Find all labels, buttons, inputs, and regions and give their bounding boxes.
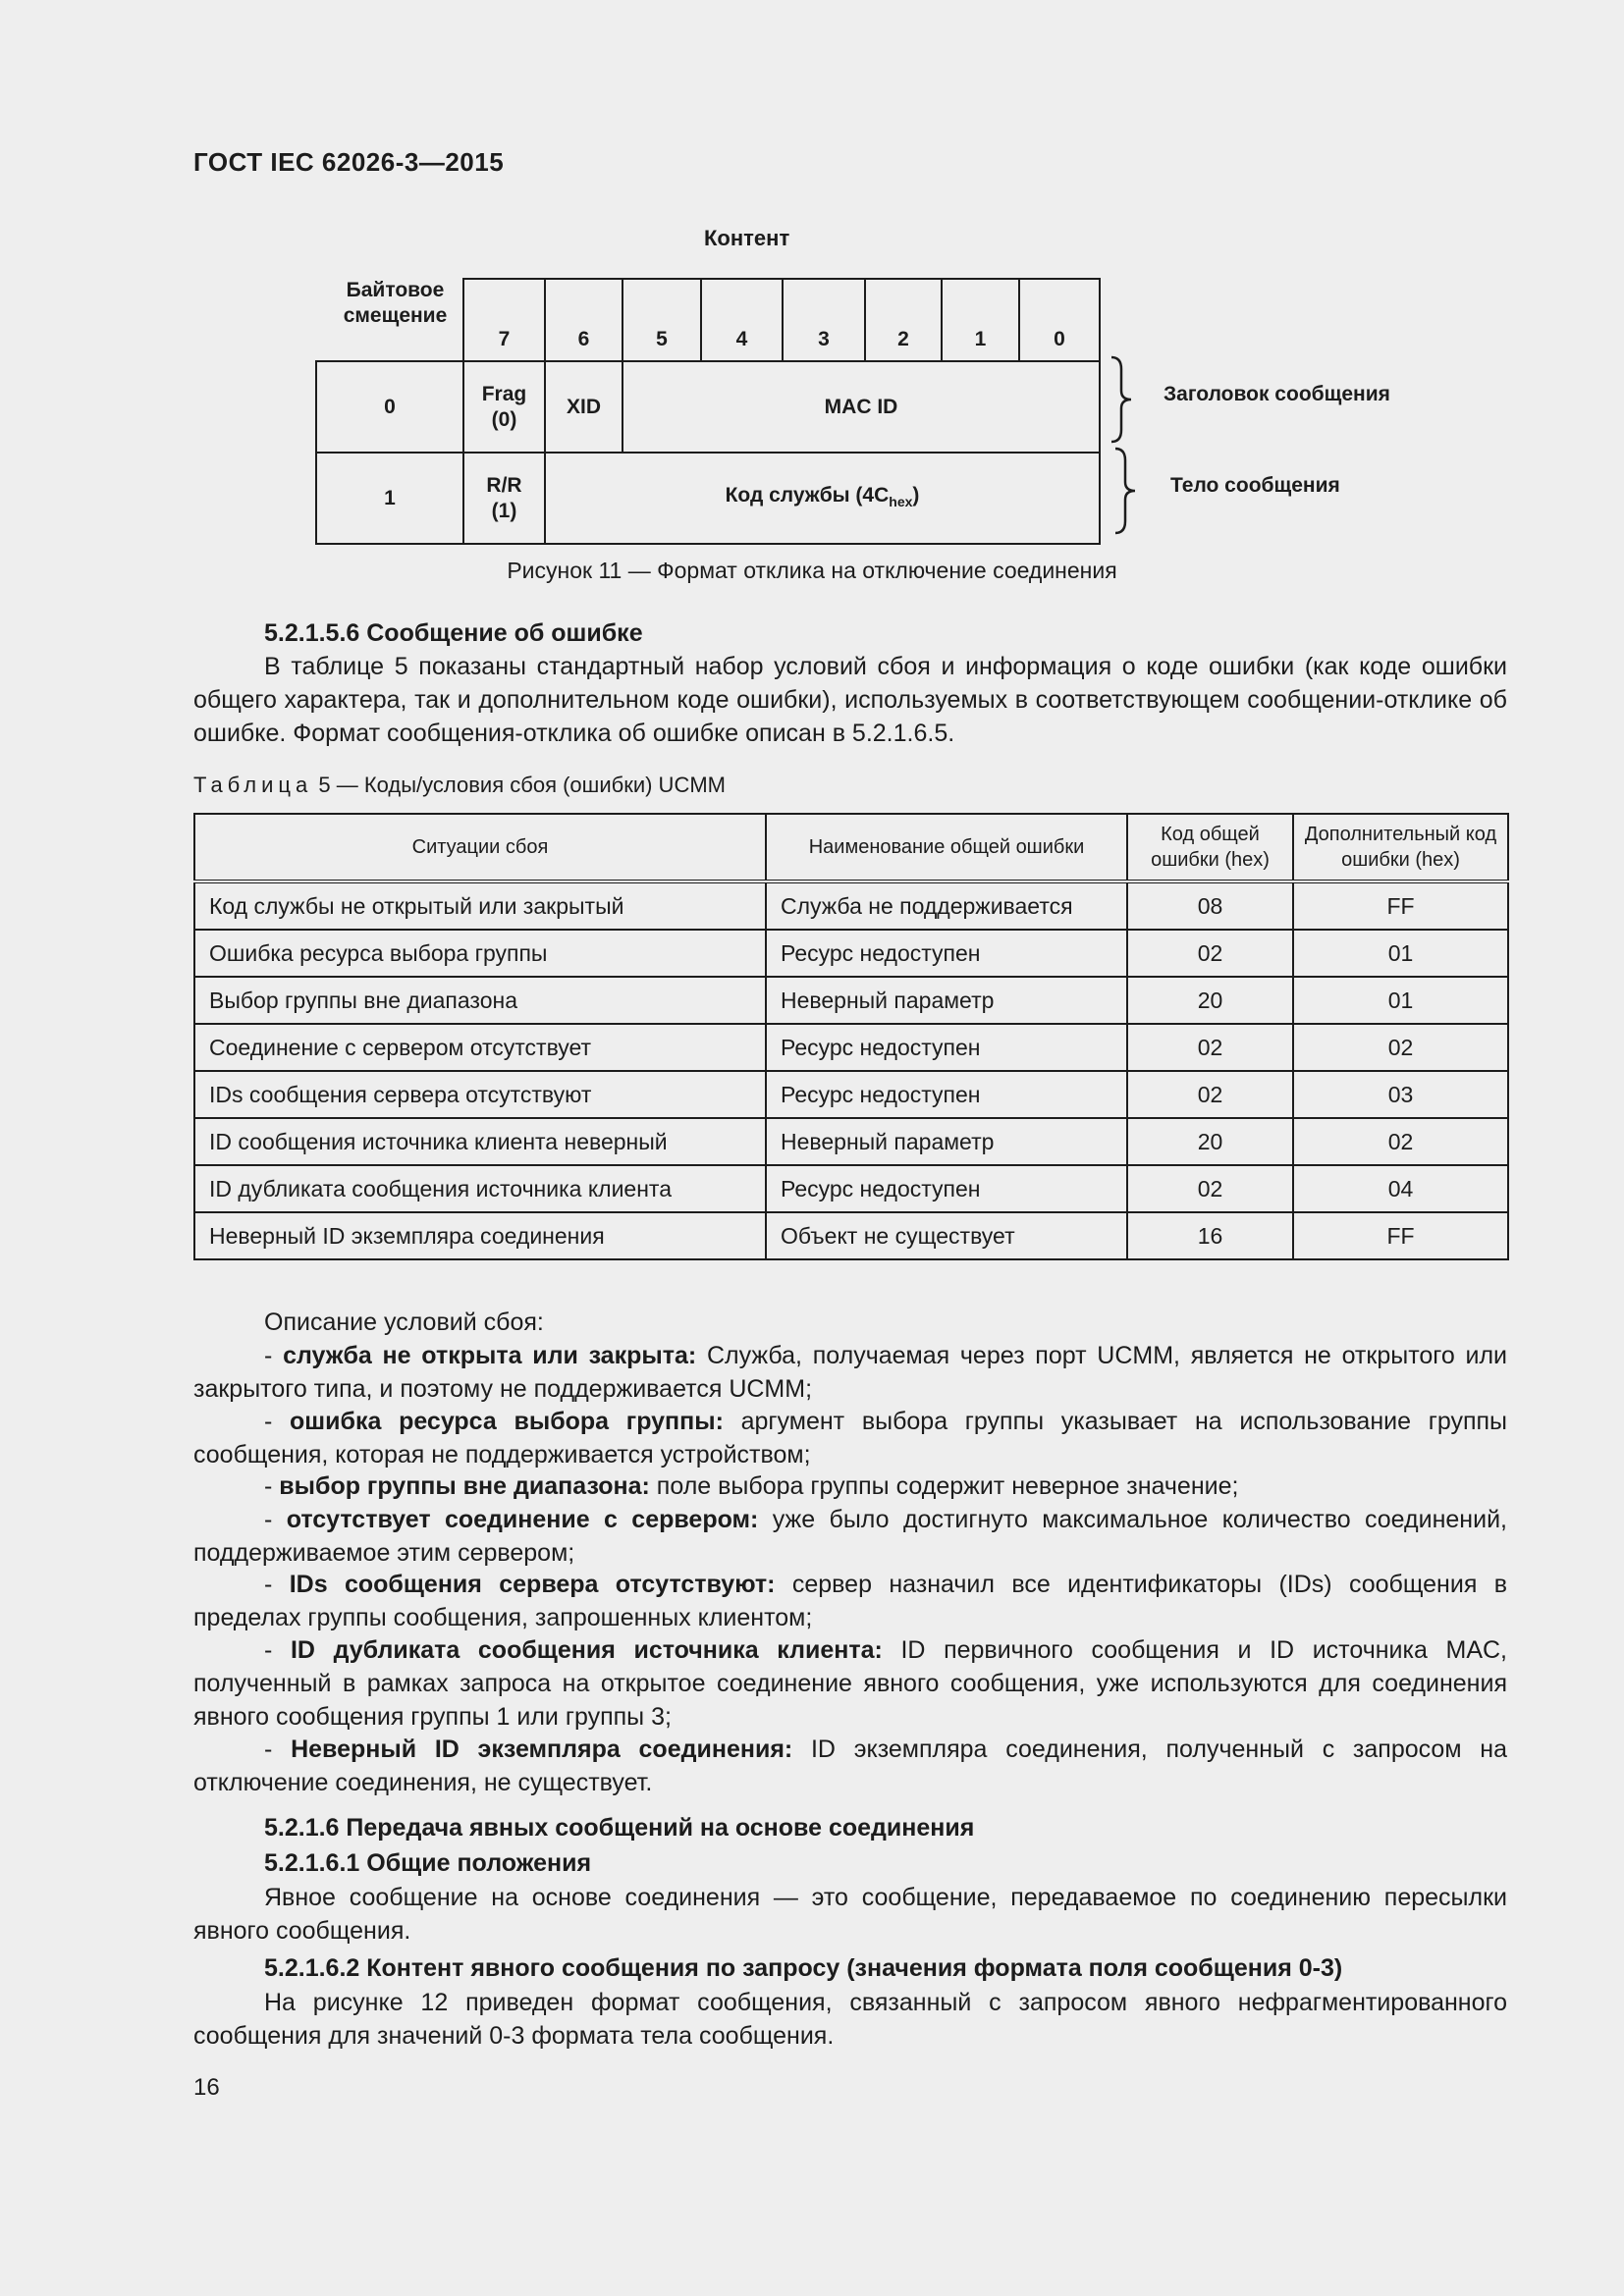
condition-item: - IDs сообщения сервера отсутствуют: сервер назначил все идентификаторы (IDs) сообщения в пределах группы сообщения, запрошенных клиентом;	[193, 1571, 1508, 1631]
table-row	[194, 1118, 1508, 1165]
condition-text: поле выбора группы содержит неверное значение;	[649, 1472, 1239, 1500]
cell-additional-code: 02	[1293, 1024, 1508, 1071]
condition-text: ID экземпляра соединения, полученный с запросом на отключение соединения, не существует.	[193, 1735, 1507, 1796]
table-row	[194, 977, 1508, 1024]
condition-text: Служба, получаемая через порт UCMM, является не открытого или закрытого типа, и поэтому не поддерживается UCMM;	[193, 1342, 1507, 1403]
condition-item: - выбор группы вне диапазона: поле выбора группы содержит неверное значение;	[264, 1472, 1239, 1500]
condition-text: сервер назначил все идентификаторы (IDs) сообщения в пределах группы сообщения, запрошенных клиентом;	[193, 1571, 1508, 1631]
cell-general-code: 08	[1127, 881, 1293, 930]
condition-item: - ID дубликата сообщения источника клиента: ID первичного сообщения и ID источника MAC, полученный в рамках запроса на открытое соединение явного сообщения, уже используются для соединения явного сообщения группы 1 или группы 3;	[193, 1636, 1507, 1731]
service-code-cell	[545, 453, 1100, 544]
section-intro: В таблице 5 показаны стандартный набор условий сбоя и информация о коде ошибки (как коде ошибки общего характера, так и дополнительном коде ошибки), используемых в соответствующем сообщении-отклике об ошибке. Формат сообщения-отклика об ошибке описан в 5.2.1.6.5.	[193, 653, 1507, 747]
page-number: 16	[193, 2074, 220, 2101]
table-row	[194, 1165, 1508, 1212]
rr-label: R/R	[486, 473, 522, 497]
cell-error-name: Объект не существует	[766, 1212, 1127, 1259]
section-5-2-1-6-1-text: Явное сообщение на основе соединения — это сообщение, передаваемое по соединению пересылки явного сообщения.	[193, 1884, 1507, 1945]
condition-term: выбор группы вне диапазона:	[279, 1472, 650, 1500]
condition-term: служба не открыта или закрыта:	[283, 1342, 697, 1369]
cell-error-name: Ресурс недоступен	[766, 1165, 1127, 1212]
frag-label: Frag	[481, 382, 527, 405]
grid-corner	[316, 279, 463, 361]
cell-general-code: 02	[1127, 1024, 1293, 1071]
section-heading-5-2-1-6-2: 5.2.1.6.2 Контент явного сообщения по запросу (значения формата поля сообщения 0-3)	[264, 1954, 1343, 1982]
cell-additional-code: FF	[1293, 881, 1508, 930]
figure-caption: Рисунок 11 — Формат отклика на отключение соединения	[507, 558, 1117, 583]
header-general-error-code: Код общей ошибки (hex)	[1127, 814, 1293, 881]
cell-situation: ID дубликата сообщения источника клиента	[194, 1165, 766, 1212]
service-code-suffix: )	[912, 483, 920, 507]
cell-additional-code: FF	[1293, 1212, 1508, 1259]
cell-general-code: 02	[1127, 930, 1293, 977]
condition-term: ID дубликата сообщения источника клиента:	[290, 1636, 883, 1664]
cell-general-code: 20	[1127, 1118, 1293, 1165]
condition-term: отсутствует соединение с сервером:	[286, 1506, 759, 1533]
bit-format-grid	[315, 278, 1101, 545]
cell-general-code: 20	[1127, 977, 1293, 1024]
condition-term: IDs сообщения сервера отсутствуют:	[289, 1571, 776, 1598]
byte-offset-label: Байтовое смещение	[343, 279, 448, 327]
header-failure-situation: Ситуации сбоя	[194, 814, 766, 881]
bit-6: 6	[545, 279, 623, 361]
xid-cell: XID	[545, 361, 623, 453]
bit-5: 5	[623, 279, 701, 361]
cell-additional-code: 01	[1293, 977, 1508, 1024]
condition-term: ошибка ресурса выбора группы:	[290, 1408, 724, 1435]
mac-id-cell: MAC ID	[623, 361, 1100, 453]
cell-situation: Выбор группы вне диапазона	[194, 977, 766, 1024]
table-row	[194, 930, 1508, 977]
cell-additional-code: 04	[1293, 1165, 1508, 1212]
condition-text: уже было достигнуто максимальное количество соединений, поддерживаемое этим сервером;	[193, 1506, 1507, 1567]
table-caption-word: Таблица	[193, 773, 313, 797]
bit-7: 7	[463, 279, 545, 361]
table-caption-rest: 5 — Коды/условия сбоя (ошибки) UCMM	[312, 773, 726, 797]
bit-0: 0	[1019, 279, 1100, 361]
error-codes-table	[193, 813, 1509, 1260]
cell-additional-code: 02	[1293, 1118, 1508, 1165]
table-row	[194, 1071, 1508, 1118]
frag-value: (0)	[491, 407, 517, 431]
table-row	[194, 881, 1508, 930]
header-additional-error-code: Дополнительный код ошибки (hex)	[1293, 814, 1508, 881]
bit-4: 4	[701, 279, 783, 361]
table-row	[194, 1024, 1508, 1071]
cell-situation: Код службы не открытый или закрытый	[194, 881, 766, 930]
cell-general-code: 16	[1127, 1212, 1293, 1259]
condition-text: аргумент выбора группы указывает на использование группы сообщения, которая не поддерживается устройством;	[193, 1408, 1507, 1468]
condition-item: - Неверный ID экземпляра соединения: ID экземпляра соединения, полученный с запросом на отключение соединения, не существует.	[193, 1735, 1507, 1796]
rr-value: (1)	[491, 499, 517, 522]
figure-title: Контент	[704, 226, 790, 250]
condition-text: ID первичного сообщения и ID источника MAC, полученный в рамках запроса на открытое соединение явного сообщения, уже используются для соединения явного сообщения группы 1 или группы 3;	[193, 1636, 1507, 1731]
section-heading-5-2-1-6: 5.2.1.6 Передача явных сообщений на основе соединения	[264, 1814, 975, 1842]
offset-1: 1	[316, 453, 463, 544]
body-brace-label: Тело сообщения	[1170, 474, 1340, 497]
rr-cell	[463, 453, 545, 544]
service-code-prefix: Код службы (4C	[725, 483, 890, 507]
cell-situation: Неверный ID экземпляра соединения	[194, 1212, 766, 1259]
cell-error-name: Служба не поддерживается	[766, 881, 1127, 930]
cell-general-code: 02	[1127, 1165, 1293, 1212]
cell-situation: Соединение с сервером отсутствует	[194, 1024, 766, 1071]
section-5-2-1-6-2-text: На рисунке 12 приведен формат сообщения, связанный с запросом явного нефрагментированного сообщения для значений 0-3 формата тела сообщения.	[193, 1989, 1507, 2050]
body-brace-icon	[1111, 447, 1141, 535]
service-code-sub: hex	[889, 493, 913, 509]
cell-general-code: 02	[1127, 1071, 1293, 1118]
cell-situation: Ошибка ресурса выбора группы	[194, 930, 766, 977]
condition-item: - отсутствует соединение с сервером: уже было достигнуто максимальное количество соединений, поддерживаемое этим сервером;	[193, 1506, 1507, 1567]
frag-cell	[463, 361, 545, 453]
cell-additional-code: 01	[1293, 930, 1508, 977]
cell-situation: IDs сообщения сервера отсутствуют	[194, 1071, 766, 1118]
condition-item: - ошибка ресурса выбора группы: аргумент выбора группы указывает на использование группы сообщения, которая не поддерживается устройством;	[193, 1408, 1507, 1468]
cell-situation: ID сообщения источника клиента неверный	[194, 1118, 766, 1165]
header-brace-label: Заголовок сообщения	[1164, 383, 1390, 405]
bit-3: 3	[783, 279, 865, 361]
cell-additional-code: 03	[1293, 1071, 1508, 1118]
offset-0: 0	[316, 361, 463, 453]
document-header: ГОСТ IEC 62026-3—2015	[193, 147, 505, 177]
cell-error-name: Ресурс недоступен	[766, 1024, 1127, 1071]
cell-error-name: Неверный параметр	[766, 977, 1127, 1024]
condition-term: Неверный ID экземпляра соединения:	[291, 1735, 793, 1763]
cell-error-name: Ресурс недоступен	[766, 930, 1127, 977]
table-header-row	[194, 814, 1508, 881]
section-heading-5-2-1-6-1: 5.2.1.6.1 Общие положения	[264, 1849, 592, 1877]
section-heading-5-2-1-5-6: 5.2.1.5.6 Сообщение об ошибке	[264, 619, 643, 647]
cell-error-name: Ресурс недоступен	[766, 1071, 1127, 1118]
header-general-error-name: Наименование общей ошибки	[766, 814, 1127, 881]
header-brace-icon	[1108, 355, 1137, 444]
table-row	[194, 1212, 1508, 1259]
bit-2: 2	[865, 279, 942, 361]
bit-1: 1	[942, 279, 1019, 361]
table-caption	[193, 773, 726, 798]
condition-item: - служба не открыта или закрыта: Служба, получаемая через порт UCMM, является не открытого или закрытого типа, и поэтому не поддерживается UCMM;	[193, 1342, 1507, 1403]
conditions-intro: Описание условий сбоя:	[264, 1308, 544, 1336]
cell-error-name: Неверный параметр	[766, 1118, 1127, 1165]
